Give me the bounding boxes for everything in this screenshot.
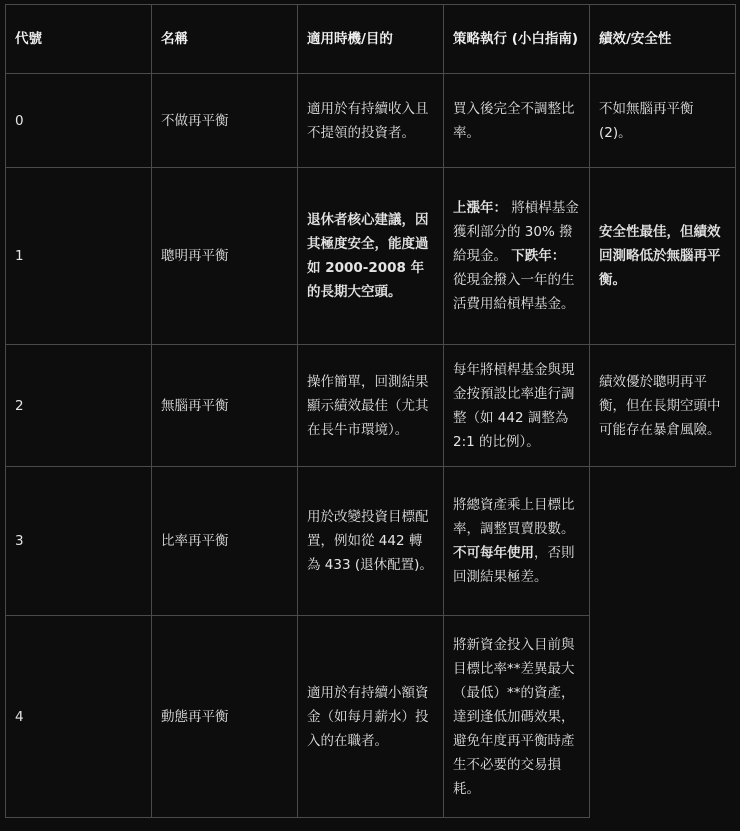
cell-performance-text: 不如無腦再平衡(2)。	[599, 100, 694, 141]
header-name: 名稱	[152, 5, 298, 74]
cell-performance	[590, 345, 736, 467]
cell-execution-text: 將新資金投入目前與目標比率**差異最大（最低）**的資產，達到逢低加碼效果，避免年度再平衡時產生不必要的交易損耗。	[453, 636, 575, 797]
header-code: 代號	[6, 5, 152, 74]
cell-name: 無腦再平衡	[152, 345, 298, 467]
cell-name: 動態再平衡	[152, 616, 298, 818]
cell-code: 3	[6, 467, 152, 616]
cell-execution-text: 買入後完全不調整比率。	[453, 100, 575, 141]
cell-purpose	[298, 616, 444, 818]
cell-execution-text: 將總資產乘上目標比率，調整買賣股數。	[453, 497, 575, 537]
table-row	[6, 74, 736, 168]
cell-execution-text: 每年將槓桿基金與現金按預設比率進行調整（如 442 調整為 2:1 的比例）。	[453, 361, 575, 450]
cell-execution-text: 上漲年：	[453, 200, 507, 216]
cell-performance-text: 績效優於聰明再平衡，但在長期空頭中可能存在暴倉風險。	[599, 373, 721, 438]
cell-execution-text: 不可每年使用	[453, 545, 534, 561]
cell-name: 不做再平衡	[152, 74, 298, 168]
table-row	[6, 168, 736, 345]
cell-purpose	[298, 345, 444, 467]
cell-performance	[590, 74, 736, 168]
cell-purpose	[298, 467, 444, 616]
strategy-table	[5, 4, 736, 818]
cell-empty	[590, 616, 736, 818]
header-purpose: 適用時機/目的	[298, 5, 444, 74]
cell-execution-text: 從現金撥入一年的生活費用給槓桿基金。	[453, 272, 575, 312]
cell-execution-text: 將槓桿基金獲利部分的 30% 撥給現金。	[453, 200, 579, 264]
cell-purpose-text: 退休者核心建議，因其極度安全，能度過如 2000-2008 年的長期大空頭。	[307, 212, 429, 300]
cell-name: 比率再平衡	[152, 467, 298, 616]
cell-code: 4	[6, 616, 152, 818]
cell-execution	[444, 345, 590, 467]
cell-purpose-text: 用於改變投資目標配置，例如從 442 轉為 433 (退休配置)。	[307, 509, 433, 573]
cell-execution	[444, 168, 590, 345]
cell-purpose-text: 適用於有持續收入且不提領的投資者。	[307, 100, 429, 141]
cell-code: 2	[6, 345, 152, 467]
cell-execution	[444, 467, 590, 616]
cell-purpose	[298, 74, 444, 168]
table-header-row	[6, 5, 736, 74]
header-execution: 策略執行 (小白指南)	[444, 5, 590, 74]
cell-purpose	[298, 168, 444, 345]
cell-purpose-text: 適用於有持續小額資金（如每月薪水）投入的在職者。	[307, 684, 429, 749]
table-row	[6, 467, 736, 616]
cell-execution-text: 下跌年：	[511, 248, 566, 264]
table-row	[6, 345, 736, 467]
header-performance: 績效/安全性	[590, 5, 736, 74]
cell-code: 0	[6, 74, 152, 168]
cell-code: 1	[6, 168, 152, 345]
cell-execution-text: ，否則回測結果極差。	[453, 545, 575, 585]
cell-performance-text: 安全性最佳，但績效回測略低於無腦再平衡。	[599, 224, 721, 288]
cell-execution	[444, 616, 590, 818]
cell-performance	[590, 168, 736, 345]
table-row	[6, 616, 736, 818]
cell-purpose-text: 操作簡單，回測結果顯示績效最佳（尤其在長牛市環境）。	[307, 373, 429, 438]
cell-empty	[590, 467, 736, 616]
cell-execution	[444, 74, 590, 168]
cell-name: 聰明再平衡	[152, 168, 298, 345]
